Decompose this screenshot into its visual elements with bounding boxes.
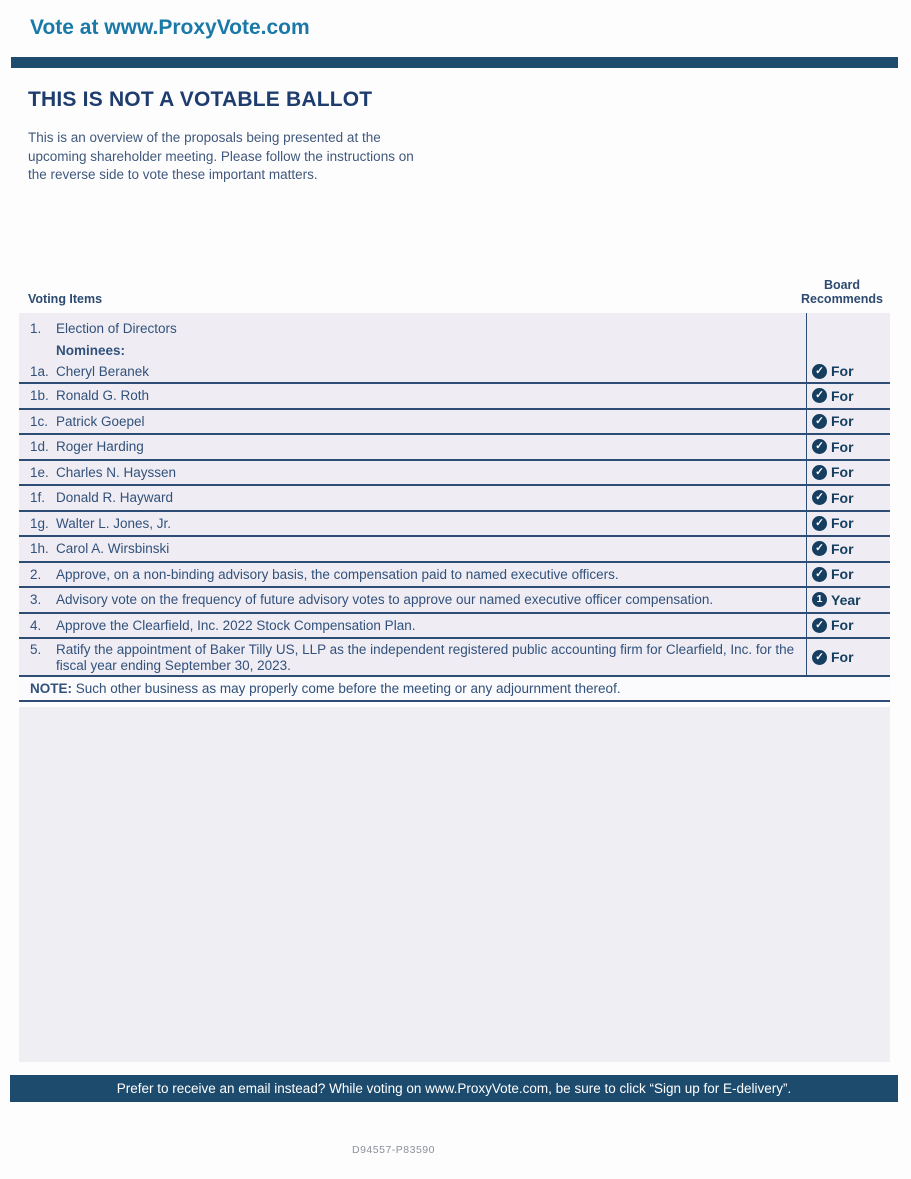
table-row: 1e. Charles N. Hayssen ✓ For (19, 461, 890, 487)
recommendation-cell (806, 614, 890, 638)
check-circle-icon: ✓ (812, 618, 827, 633)
recommendation-badge: ✓ For (812, 464, 854, 480)
table-row-item1 (19, 313, 890, 384)
check-circle-icon: ✓ (812, 439, 827, 454)
intro-paragraph (28, 129, 414, 185)
page-title: THIS IS NOT A VOTABLE BALLOT (28, 88, 373, 111)
table-row: 2. Approve, on a non-binding advisory basis, the compensation paid to named executive officers. ✓ For (19, 563, 890, 589)
recommendation-badge: ✓ For (812, 439, 854, 455)
table-column-headers (28, 279, 890, 306)
recommendation-badge: ✓ For (812, 617, 854, 633)
note-label: NOTE: (30, 681, 72, 696)
table-row: 5. Ratify the appointment of Baker Tilly US, LLP as the independent registered public accounting firm for Clearfield, Inc. for the fiscal year ending September 30, 2023. ✓ For (19, 639, 890, 677)
check-circle-icon: ✓ (812, 516, 827, 531)
recommendation-badge: ✓ For (812, 413, 854, 429)
proxyvote-url-heading: Vote at www.ProxyVote.com (30, 16, 310, 39)
item1-title: 1. Election of Directors (30, 321, 177, 336)
check-circle-icon: ✓ (812, 490, 827, 505)
nominees-label: Nominees: (56, 342, 126, 358)
blank-form-area (19, 707, 890, 1062)
edelivery-banner: Prefer to receive an email instead? While voting on www.ProxyVote.com, be sure to click “Sign up for E-delivery”. (10, 1075, 898, 1102)
recommendation-cell (806, 410, 890, 434)
check-circle-icon: ✓ (812, 541, 827, 556)
intro-line: This is an overview of the proposals being presented at the (28, 130, 381, 145)
table-row: 1g. Walter L. Jones, Jr. ✓ For (19, 512, 890, 538)
recommendation-cell (806, 461, 890, 485)
check-circle-icon: ✓ (812, 414, 827, 429)
table-row: 1d. Roger Harding ✓ For (19, 435, 890, 461)
recommendation-cell (806, 639, 890, 675)
table-row: 3. Advisory vote on the frequency of future advisory votes to approve our named executive officer compensation. 1 Year (19, 588, 890, 614)
recommendation-cell (806, 384, 890, 408)
voting-items-header: Voting Items (28, 292, 103, 306)
table-row: 1b. Ronald G. Roth ✓ For (19, 384, 890, 410)
recommendation-badge: ✓ For (812, 515, 854, 531)
table-row: 4. Approve the Clearfield, Inc. 2022 Stock Compensation Plan. ✓ For (19, 614, 890, 640)
table-row: 1f. Donald R. Hayward ✓ For (19, 486, 890, 512)
recommendation-badge: ✓ For (812, 541, 854, 557)
check-circle-icon: ✓ (812, 364, 827, 379)
recommendation-badge: ✓ For (812, 363, 854, 379)
nominee-1a: 1a. Cheryl Beranek (30, 364, 150, 379)
recommendation-badge: 1 Year (812, 592, 861, 608)
recommendation-cell (806, 435, 890, 459)
check-circle-icon: ✓ (812, 388, 827, 403)
recommendation-badge: ✓ For (812, 649, 854, 665)
table-row: 1c. Patrick Goepel ✓ For (19, 410, 890, 436)
recommendation-cell (806, 537, 890, 561)
check-circle-icon: ✓ (812, 567, 827, 582)
table-row: 1h. Carol A. Wirsbinski ✓ For (19, 537, 890, 563)
recommendation-cell (806, 588, 890, 612)
voting-items-table (19, 313, 890, 702)
recommendation-badge: ✓ For (812, 566, 854, 582)
one-circle-icon: 1 (812, 592, 827, 607)
recommendation-cell (806, 313, 890, 382)
intro-line: upcoming shareholder meeting. Please follow the instructions on (28, 148, 414, 164)
check-circle-icon: ✓ (812, 465, 827, 480)
recommendation-cell (806, 512, 890, 536)
recommendation-cell (806, 486, 890, 510)
note-text: Such other business as may properly come before the meeting or any adjournment thereof. (72, 681, 621, 696)
note-row (19, 677, 890, 702)
recommendation-badge: ✓ For (812, 490, 854, 506)
header-divider-bar (11, 57, 898, 68)
recommendation-cell (806, 563, 890, 587)
intro-line: the reverse side to vote these important matters. (28, 167, 318, 182)
recommendation-badge: ✓ For (812, 388, 854, 404)
document-code: D94557-P83590 (352, 1144, 435, 1156)
check-circle-icon: ✓ (812, 650, 827, 665)
board-recommends-header: Board Recommends (801, 278, 883, 306)
